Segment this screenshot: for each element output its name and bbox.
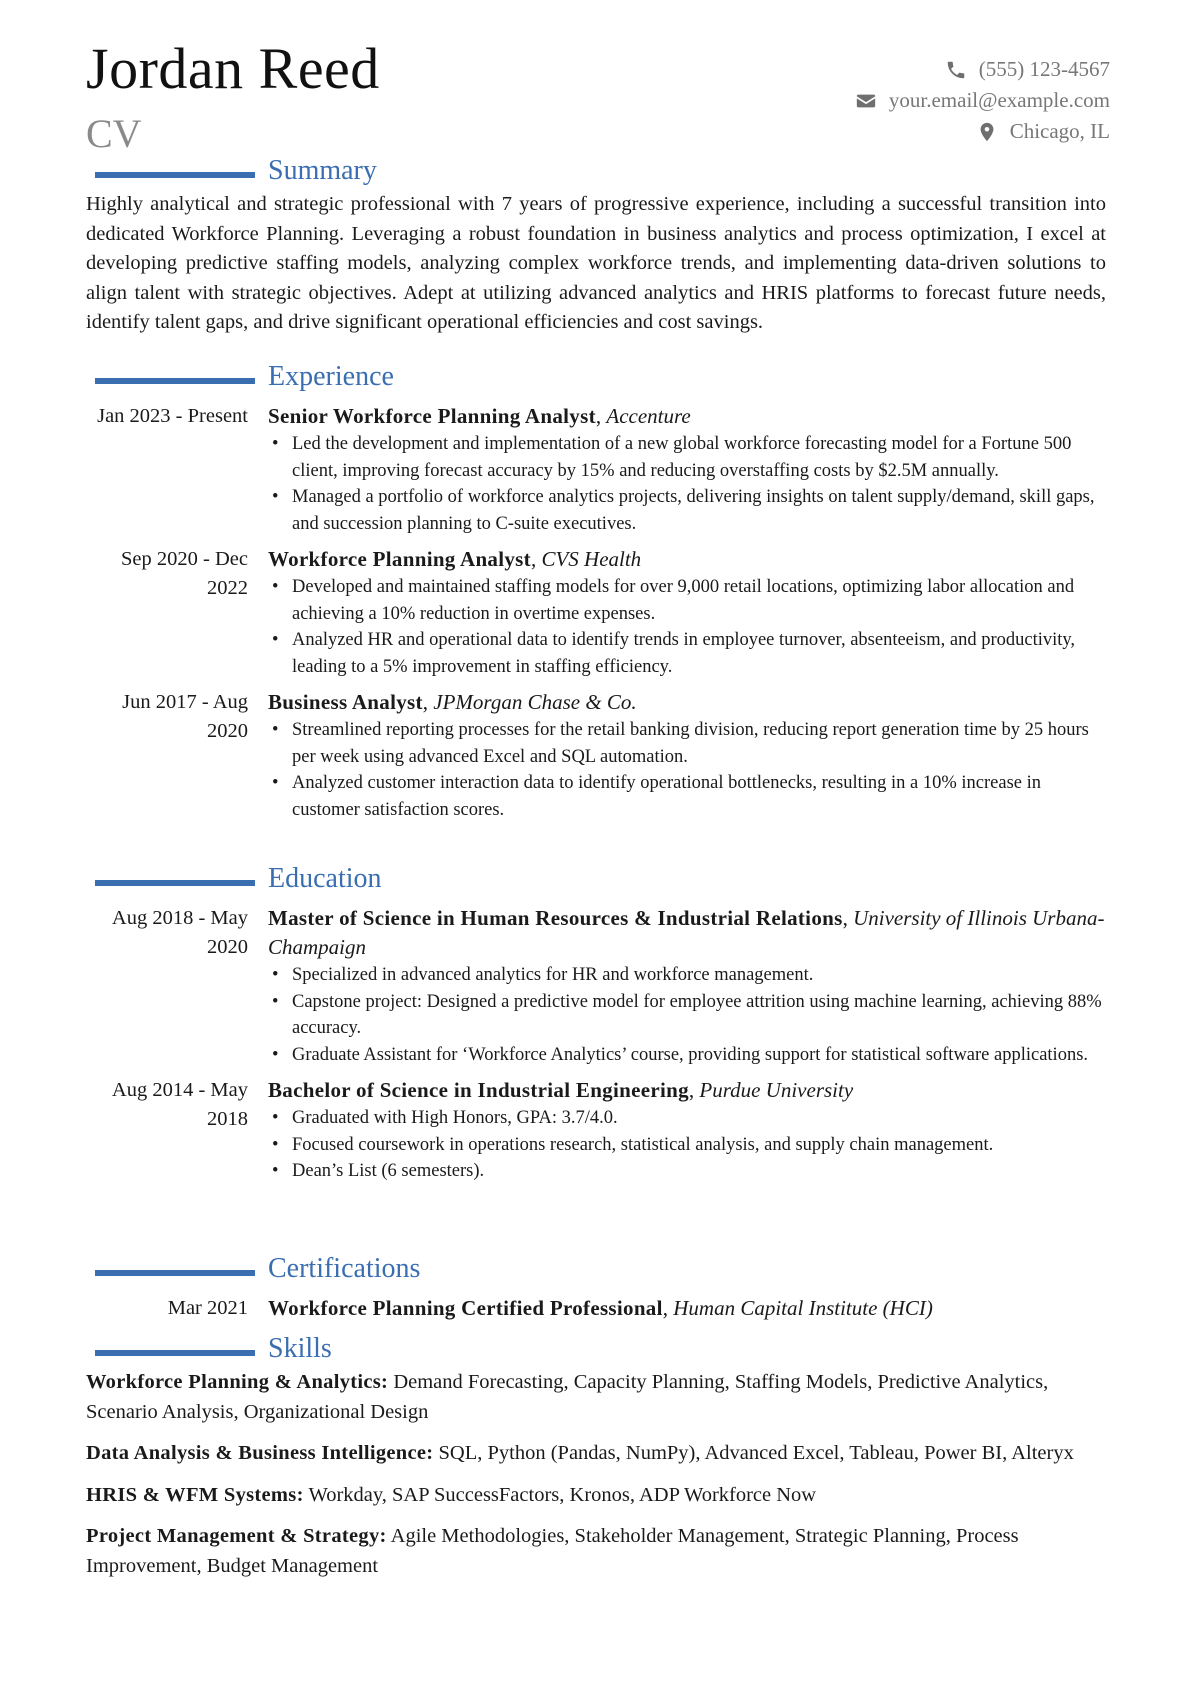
list-item: • Dean’s List (6 semesters). bbox=[268, 1158, 1108, 1185]
list-item: • Developed and maintained staffing models for over 9,000 retail locations, optimizing labor allocation and achieving a 10% reduction in overtime expenses. bbox=[268, 574, 1108, 627]
list-item: • Managed a portfolio of workforce analytics projects, delivering insights on talent supply/demand, skill gaps, and succession planning to C-suite executives. bbox=[268, 484, 1108, 537]
entry-title: Master of Science in Human Resources & Industrial Relations bbox=[268, 906, 843, 930]
skill-category: Workforce Planning & Analytics: bbox=[86, 1371, 389, 1393]
entry-date: Jun 2017 - Aug 2020 bbox=[122, 691, 248, 742]
entry-org: Human Capital Institute (HCI) bbox=[673, 1296, 933, 1320]
location-text: Chicago, IL bbox=[1009, 119, 1110, 143]
contact-block bbox=[855, 54, 1110, 147]
entry-org: Purdue University bbox=[699, 1078, 854, 1102]
experience-heading: Experience bbox=[268, 361, 394, 392]
document-subtitle: CV bbox=[86, 111, 142, 156]
email-address[interactable]: your.email@example.com bbox=[888, 88, 1110, 112]
experience-entry: Sep 2020 - Dec 2022 Workforce Planning Analyst, CVS Health • Developed and maintained staffing models for over 9,000 retail locations, optimizing labor allocation and achieving a 10% reduction in overtime expenses. • Analyzed HR and operational data to identify trends in employee turnover, absenteeism, and productivity, leading to a 5% improvement in staffing efficiency. bbox=[0, 545, 1190, 680]
section-accent-bar bbox=[95, 1270, 255, 1276]
list-item: • Graduate Assistant for ‘Workforce Analytics’ course, providing support for statistical software applications. bbox=[268, 1042, 1108, 1069]
skill-values: Workday, SAP SuccessFactors, Kronos, ADP Workforce Now bbox=[308, 1483, 817, 1506]
list-item: • Focused coursework in operations research, statistical analysis, and supply chain management. bbox=[268, 1132, 1108, 1159]
section-heading bbox=[0, 1332, 1190, 1368]
skill-values: SQL, Python (Pandas, NumPy), Advanced Excel, Tableau, Power BI, Alteryx bbox=[438, 1442, 1074, 1464]
education-entry: Aug 2018 - May 2020 Master of Science in Human Resources & Industrial Relations, University of Illinois Urbana-Champaign • Specialized in advanced analytics for HR and workforce management. • Capstone project: Designed a predictive model for employee attrition using machine learning, achieving 88% accuracy. • Graduate Assistant for ‘Workforce Analytics’ course, providing support for statistical software applications. bbox=[0, 904, 1190, 1068]
entry-date: Mar 2021 bbox=[167, 1297, 248, 1319]
candidate-name: Jordan Reed bbox=[86, 36, 380, 101]
list-item: • Specialized in advanced analytics for HR and workforce management. bbox=[268, 962, 1108, 989]
skill-values: Agile Methodologies, Stakeholder Management, Strategic Planning, Process Improvement, Budget Management bbox=[86, 1525, 1019, 1577]
skill-category: Project Management & Strategy: bbox=[86, 1525, 387, 1547]
entry-date: Aug 2018 - May 2020 bbox=[111, 907, 248, 958]
entry-org: Accenture bbox=[606, 404, 691, 428]
map-marker-icon bbox=[976, 121, 998, 143]
entry-title: Senior Workforce Planning Analyst bbox=[268, 404, 596, 428]
skill-row bbox=[86, 1522, 1111, 1581]
education-heading: Education bbox=[268, 863, 382, 894]
experience-entry: Jan 2023 - Present Senior Workforce Planning Analyst, Accenture • Led the development and implementation of a new global workforce forecasting model for a Fortune 500 client, improving forecast accuracy by 15% and reducing overstaffing costs by $2.5M annually. • Managed a portfolio of workforce analytics projects, delivering insights on talent supply/demand, skill gaps, and succession planning to C-suite executives. bbox=[0, 402, 1190, 537]
skill-row bbox=[86, 1439, 1111, 1469]
section-heading bbox=[0, 154, 1190, 190]
contact-location bbox=[855, 116, 1110, 147]
skill-category: Data Analysis & Business Intelligence: bbox=[86, 1442, 434, 1464]
entry-title: Workforce Planning Certified Professional bbox=[268, 1296, 663, 1320]
section-heading bbox=[0, 1252, 1190, 1288]
envelope-icon bbox=[855, 90, 877, 112]
entry-org: University of Illinois Urbana-Champaign bbox=[268, 906, 1105, 959]
skill-values: Demand Forecasting, Capacity Planning, Staffing Models, Predictive Analytics, Scenario Analysis, Organizational Design bbox=[86, 1371, 1049, 1423]
phone-icon bbox=[945, 59, 967, 81]
list-item: • Streamlined reporting processes for the retail banking division, reducing report generation time by 25 hours per week using advanced Excel and SQL automation. bbox=[268, 717, 1108, 770]
entry-org: CVS Health bbox=[541, 547, 642, 571]
skills-section bbox=[0, 1332, 1190, 1593]
summary-heading: Summary bbox=[268, 155, 377, 186]
list-item: • Graduated with High Honors, GPA: 3.7/4.0. bbox=[268, 1105, 1108, 1132]
entry-title: Business Analyst bbox=[268, 690, 423, 714]
skill-row bbox=[86, 1368, 1111, 1427]
experience-entry: Jun 2017 - Aug 2020 Business Analyst, JPMorgan Chase & Co. • Streamlined reporting processes for the retail banking division, reducing report generation time by 25 hours per week using advanced Excel and SQL automation. • Analyzed customer interaction data to identify operational bottlenecks, resulting in a 10% increase in customer satisfaction scores. bbox=[0, 688, 1190, 823]
section-accent-bar bbox=[95, 378, 255, 384]
phone-number[interactable]: (555) 123-4567 bbox=[978, 57, 1110, 81]
entry-date: Sep 2020 - Dec 2022 bbox=[121, 548, 248, 599]
entry-title: Bachelor of Science in Industrial Engineering bbox=[268, 1078, 689, 1102]
entry-org: JPMorgan Chase & Co. bbox=[433, 690, 637, 714]
certifications-heading: Certifications bbox=[268, 1253, 421, 1284]
entry-date: Aug 2014 - May 2018 bbox=[111, 1079, 248, 1130]
section-accent-bar bbox=[95, 880, 255, 886]
entry-date: Jan 2023 - Present bbox=[97, 405, 248, 427]
list-item: • Analyzed customer interaction data to identify operational bottlenecks, resulting in a 10% increase in customer satisfaction scores. bbox=[268, 770, 1108, 823]
certifications-section bbox=[0, 1252, 1190, 1323]
list-item: • Analyzed HR and operational data to identify trends in employee turnover, absenteeism, and productivity, leading to a 5% improvement in staffing efficiency. bbox=[268, 627, 1108, 680]
education-entry: Aug 2014 - May 2018 Bachelor of Science in Industrial Engineering, Purdue University • Graduated with High Honors, GPA: 3.7/4.0. • Focused coursework in operations research, statistical analysis, and supply chain management. • Dean’s List (6 semesters). bbox=[0, 1076, 1190, 1185]
section-accent-bar bbox=[95, 1350, 255, 1356]
skill-row bbox=[86, 1481, 1111, 1511]
section-heading bbox=[0, 862, 1190, 898]
section-accent-bar bbox=[95, 172, 255, 178]
certification-entry: Mar 2021 Workforce Planning Certified Professional, Human Capital Institute (HCI) bbox=[0, 1294, 1190, 1323]
contact-email bbox=[855, 85, 1110, 116]
skill-category: HRIS & WFM Systems: bbox=[86, 1483, 304, 1506]
education-section bbox=[0, 862, 1190, 1185]
skills-heading: Skills bbox=[268, 1333, 332, 1364]
entry-title: Workforce Planning Analyst bbox=[268, 547, 531, 571]
experience-section bbox=[0, 360, 1190, 823]
list-item: • Led the development and implementation of a new global workforce forecasting model for a Fortune 500 client, improving forecast accuracy by 15% and reducing overstaffing costs by $2.5M annually. bbox=[268, 431, 1108, 484]
list-item: • Capstone project: Designed a predictive model for employee attrition using machine learning, achieving 88% accuracy. bbox=[268, 989, 1108, 1042]
skills-list bbox=[86, 1368, 1111, 1581]
section-heading bbox=[0, 360, 1190, 396]
summary-section bbox=[0, 154, 1190, 338]
contact-phone bbox=[855, 54, 1110, 85]
summary-text: Highly analytical and strategic professional with 7 years of progressive experience, including a successful transition into dedicated Workforce Planning. Leveraging a robust foundation in business analytics and process optimization, I excel at developing predictive staffing models, analyzing complex workforce trends, and implementing data-driven solutions to align talent with strategic objectives. Adept at utilizing advanced analytics and HRIS platforms to forecast future needs, identify talent gaps, and drive significant operational efficiencies and cost savings. bbox=[86, 193, 1106, 333]
